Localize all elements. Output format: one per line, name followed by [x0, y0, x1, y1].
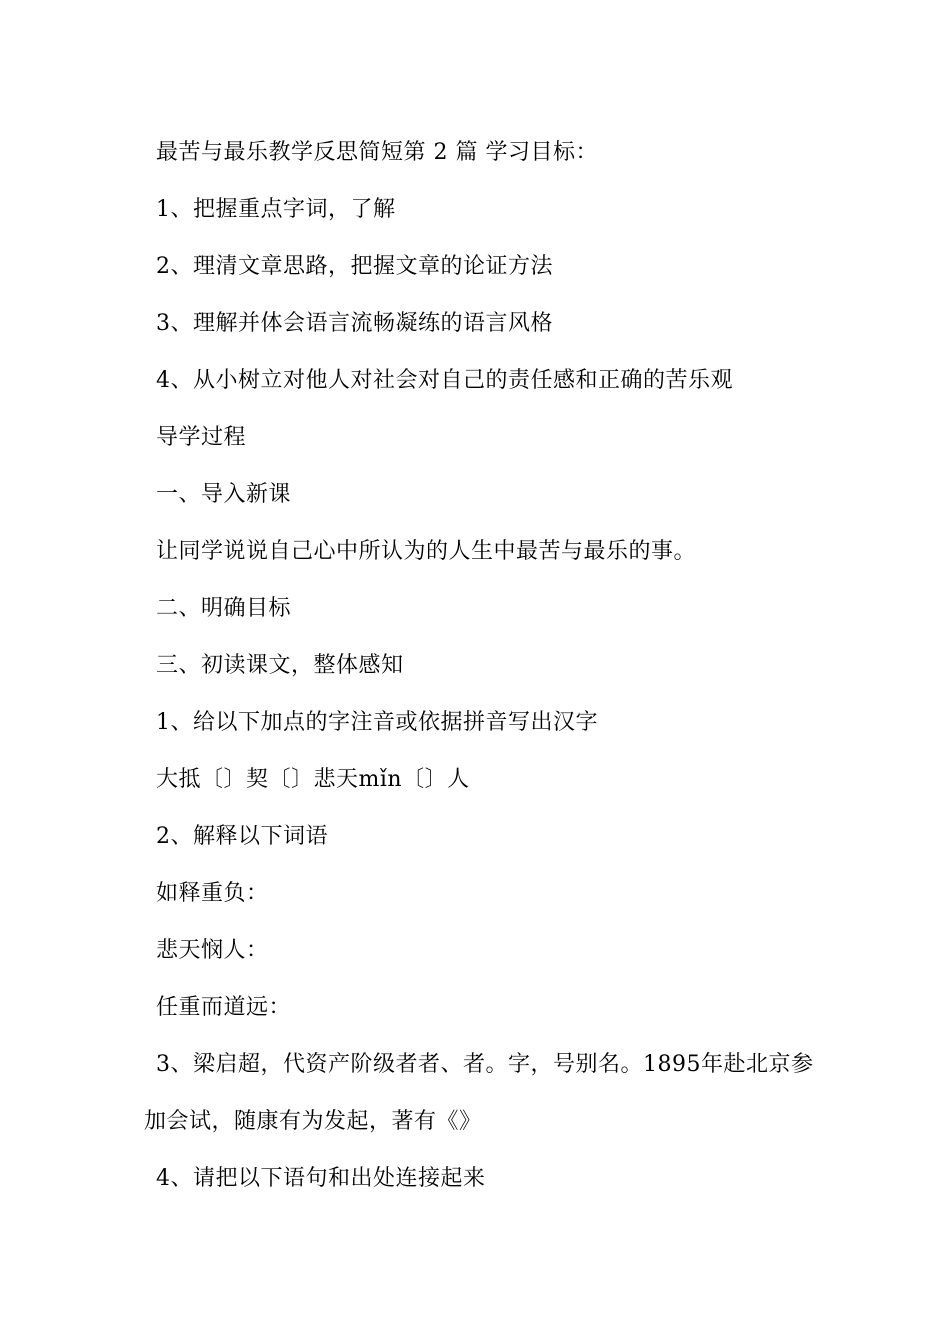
section-guide-process: 导学过程: [156, 425, 247, 450]
section-3-title: 三、初读课文，整体感知: [156, 653, 404, 678]
section-2-title: 二、明确目标: [156, 596, 292, 621]
task-1: 1、给以下加点的字注音或依据拼音写出汉字: [156, 710, 598, 735]
section-1-title: 一、导入新课: [156, 482, 292, 507]
task-3: 3、梁启超，代资产阶级者者、者。字，号别名。1895年赴北京参: [156, 1052, 814, 1077]
objective-4: 4、从小树立对他人对社会对自己的责任感和正确的苦乐观: [156, 368, 733, 393]
heading-line: 最苦与最乐教学反思简短第 2 篇 学习目标：: [156, 140, 598, 165]
term-3: 任重而道远：: [156, 995, 292, 1020]
term-1: 如释重负：: [156, 881, 269, 906]
task-2: 2、解释以下词语: [156, 824, 328, 849]
objective-1: 1、把握重点字词，了解: [156, 197, 396, 222]
task-4: 4、请把以下语句和出处连接起来: [156, 1166, 486, 1191]
objective-2: 2、理清文章思路，把握文章的论证方法: [156, 254, 553, 279]
objective-3: 3、理解并体会语言流畅凝练的语言风格: [156, 311, 553, 336]
task-3-continued: 加会试，随康有为发起，著有《》: [144, 1109, 482, 1134]
task-1-items: 大抵〔〕契〔〕悲天mǐn〔〕人: [156, 767, 470, 792]
term-2: 悲天悯人：: [156, 938, 269, 963]
section-1-text: 让同学说说自己心中所认为的人生中最苦与最乐的事。: [156, 539, 697, 564]
